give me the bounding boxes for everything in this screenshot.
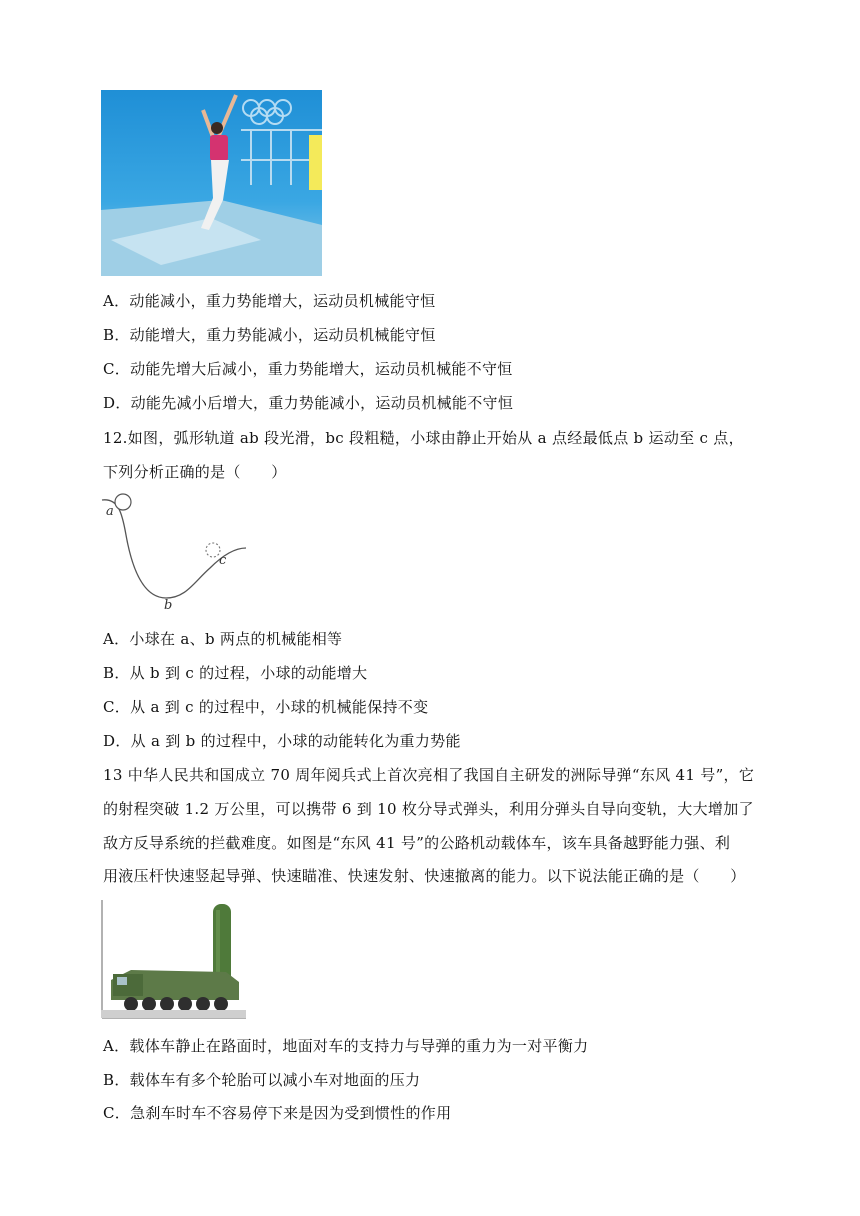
trampoline-athlete-photo [101,90,322,276]
missile-launcher-vehicle-photo [101,900,246,1020]
q13-option-b: B．载体车有多个轮胎可以减小车对地面的压力 [103,1071,421,1089]
track-point-a-label: a [106,504,114,519]
q11-option-c: C．动能先增大后减小，重力势能增大，运动员机械能不守恒 [103,360,513,378]
q12-option-a: A．小球在 a、b 两点的机械能相等 [103,630,343,648]
q11-option-a: A．动能减小，重力势能增大，运动员机械能守恒 [103,292,436,310]
q11-option-d: D．动能先减小后增大，重力势能减小，运动员机械能不守恒 [103,394,514,412]
track-point-b-label: b [164,598,173,613]
q13-stem-line2: 的射程突破 1.2 万公里，可以携带 6 到 10 枚分导式弹头，利用分弹头自导向变轨，大大增加了 [103,800,754,818]
q13-stem-line4: 用液压杆快速竖起导弹、快速瞄准、快速发射、快速撤离的能力。以下说法能正确的是（ ） [103,867,746,885]
q13-stem-line3: 敌方反导系统的拦截难度。如图是“东风 41 号”的公路机动载体车，该车具备越野能力强、利 [103,834,731,852]
q12-stem-line1: 12.如图，弧形轨道 ab 段光滑，bc 段粗糙，小球由静止开始从 a 点经最低点 b 运动至 c 点， [103,429,744,447]
q13-option-a: A．载体车静止在路面时，地面对车的支持力与导弹的重力为一对平衡力 [103,1037,589,1055]
q12-stem-line2: 下列分析正确的是（ ） [103,463,287,481]
q12-option-c: C．从 a 到 c 的过程中，小球的机械能保持不变 [103,698,429,716]
q12-option-d: D．从 a 到 b 的过程中，小球的动能转化为重力势能 [103,732,461,750]
q12-option-b: B．从 b 到 c 的过程，小球的动能增大 [103,664,368,682]
q13-option-c: C．急刹车时车不容易停下来是因为受到惯性的作用 [103,1104,452,1122]
q11-option-b: B．动能增大，重力势能减小，运动员机械能守恒 [103,326,436,344]
q13-stem-line1: 13 中华人民共和国成立 70 周年阅兵式上首次亮相了我国自主研发的洲际导弹“东风 41 号”，它 [103,766,755,784]
curved-track-diagram [100,490,250,615]
track-point-c-label: c [219,553,227,568]
